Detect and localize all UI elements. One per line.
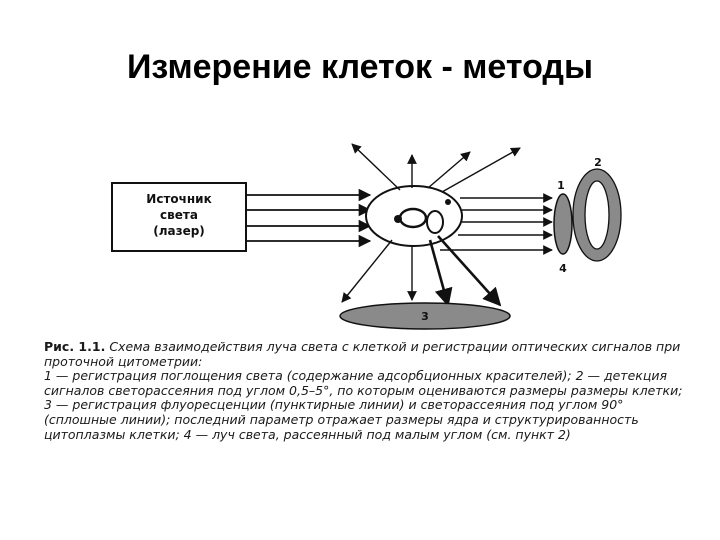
laser-beams bbox=[246, 195, 370, 241]
caption-heading: Схема взаимодействия луча света с клеткой и регистрации оптических сигналов при проточной цитометрии: bbox=[44, 339, 681, 369]
detector-1-label: 1 bbox=[557, 179, 565, 192]
scattered-beams-up bbox=[352, 144, 520, 192]
detector-3-label: 3 bbox=[421, 310, 429, 323]
detector-1 bbox=[554, 179, 572, 254]
detector-3 bbox=[340, 303, 510, 329]
source-label-line3: (лазер) bbox=[153, 224, 205, 238]
figure-caption bbox=[44, 340, 684, 442]
detector-4-label: 4 bbox=[559, 262, 567, 275]
source-label-line2: света bbox=[160, 208, 198, 222]
figure-label: Рис. 1.1. bbox=[44, 339, 106, 354]
slide-title: Измерение клеток - методы bbox=[126, 48, 594, 86]
detector-2-label: 2 bbox=[594, 156, 602, 169]
detector-2 bbox=[573, 156, 621, 261]
cell bbox=[366, 186, 462, 246]
source-label-line1: Источник bbox=[146, 192, 212, 206]
light-source-box bbox=[112, 183, 246, 251]
caption-heading-line bbox=[44, 340, 684, 369]
caption-body: 1 — регистрация поглощения света (содержание адсорбционных красителей); 2 — детекция сигналов светорассеяния под углом 0,5–5°, по которым оцениваются размеры размеры клетки; 3 — регистрация флуоресценции (пунктирные линии) и светорассеяния под углом 90° (сплошные линии); последний параметр отражает размеры ядра и структурированность цитоплазмы клетки; 4 — луч света, рассеянный под малым углом (см. пункт 2) bbox=[44, 368, 683, 442]
